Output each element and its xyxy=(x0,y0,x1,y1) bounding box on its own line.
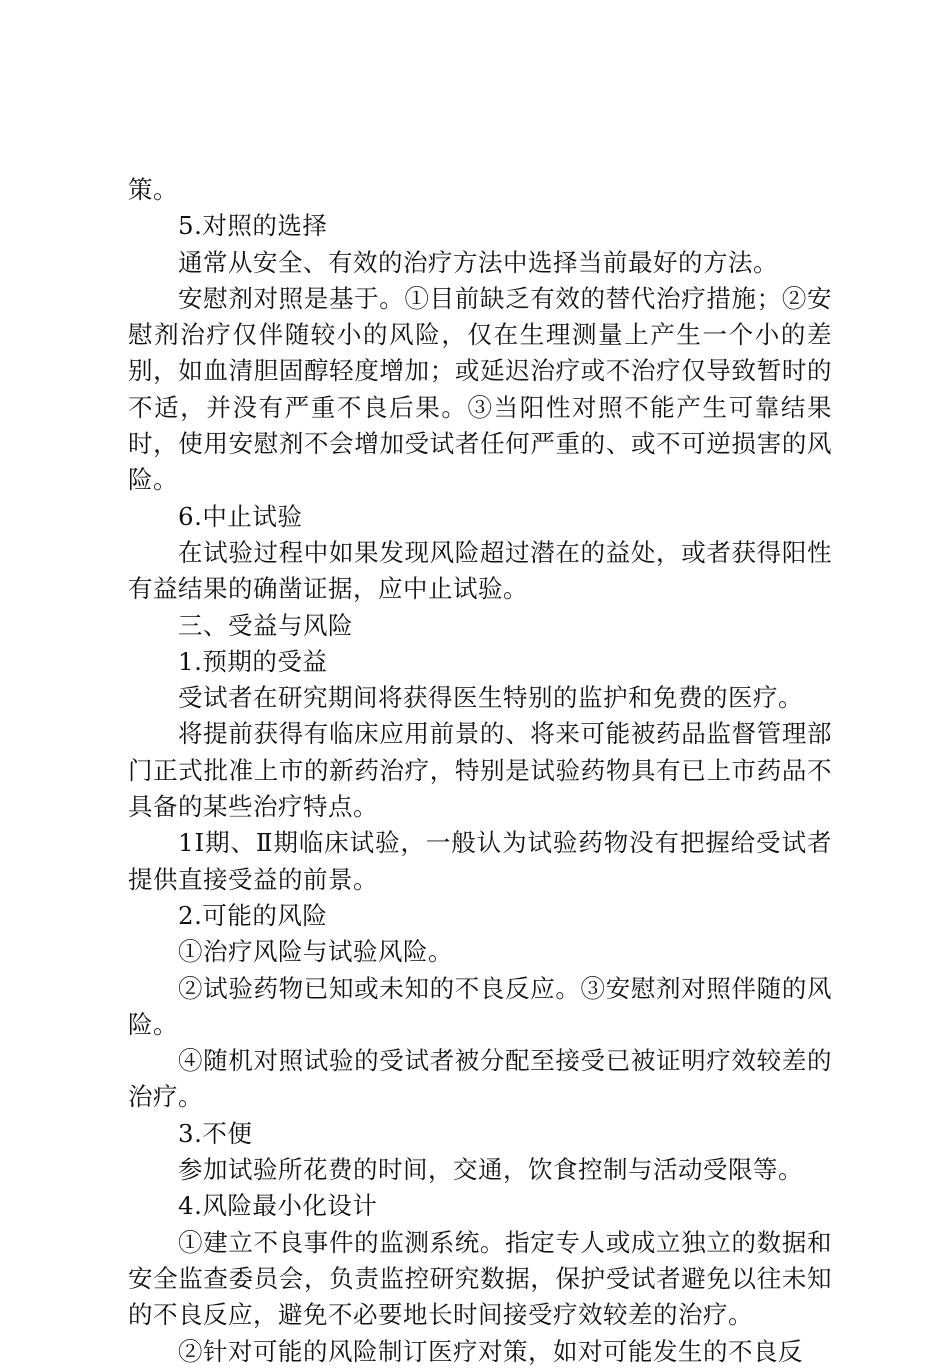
paragraph: 策。 xyxy=(128,175,178,204)
paragraph: 通常从安全、有效的治疗方法中选择当前最好的方法。 xyxy=(178,247,778,277)
paragraph: 受试者在研究期间将获得医生特别的监护和免费的医疗。 xyxy=(178,683,803,713)
section-heading: 2.可能的风险 xyxy=(178,900,328,930)
paragraph: 在试验过程中如果发现风险超过潜在的益处，或者获得阳性有益结果的确凿证据，应中止试验。 xyxy=(128,537,832,604)
paragraph: ①治疗风险与试验风险。 xyxy=(178,937,453,967)
paragraph: ②试验药物已知或未知的不良反应。③安慰剂对照伴随的风险。 xyxy=(128,973,832,1039)
paragraph: 参加试验所花费的时间，交通，饮食控制与活动受限等。 xyxy=(178,1155,803,1185)
paragraph: 将提前获得有临床应用前景的、将来可能被药品监督管理部门正式批准上市的新药治疗，特别是试验药物具有已上市药品不具备的某些治疗特点。 xyxy=(128,719,832,822)
section-heading: 4.风险最小化设计 xyxy=(178,1191,378,1221)
paragraph: ②针对可能的风险制订医疗对策，如对可能发生的不良反 xyxy=(178,1336,803,1366)
section-heading: 5.对照的选择 xyxy=(178,211,328,241)
section-heading: 3.不便 xyxy=(178,1118,253,1148)
document-body xyxy=(128,172,832,1370)
paragraph: 1Ⅰ期、Ⅱ期临床试验，一般认为试验药物没有把握给受试者提供直接受益的前景。 xyxy=(128,828,832,894)
section-heading: 1.预期的受益 xyxy=(178,646,328,676)
paragraph: 安慰剂对照是基于。①目前缺乏有效的替代治疗措施；②安慰剂治疗仅伴随较小的风险，仅在生理测量上产生一个小的差别，如血清胆固醇轻度增加；或延迟治疗或不治疗仅导致暂时的不适，并没有严重不良后果。③当阳性对照不能产生可靠结果时，使用安慰剂不会增加受试者任何严重的、或不可逆损害的风险。 xyxy=(128,283,832,495)
paragraph: ④随机对照试验的受试者被分配至接受已被证明疗效较差的治疗。 xyxy=(128,1046,832,1112)
paragraph: ①建立不良事件的监测系统。指定专人或成立独立的数据和安全监查委员会，负责监控研究数据，保护受试者避免以往未知的不良反应，避免不必要地长时间接受疗效较差的治疗。 xyxy=(128,1227,832,1330)
section-heading: 6.中止试验 xyxy=(178,501,303,531)
section-heading: 三、受益与风险 xyxy=(178,610,353,640)
